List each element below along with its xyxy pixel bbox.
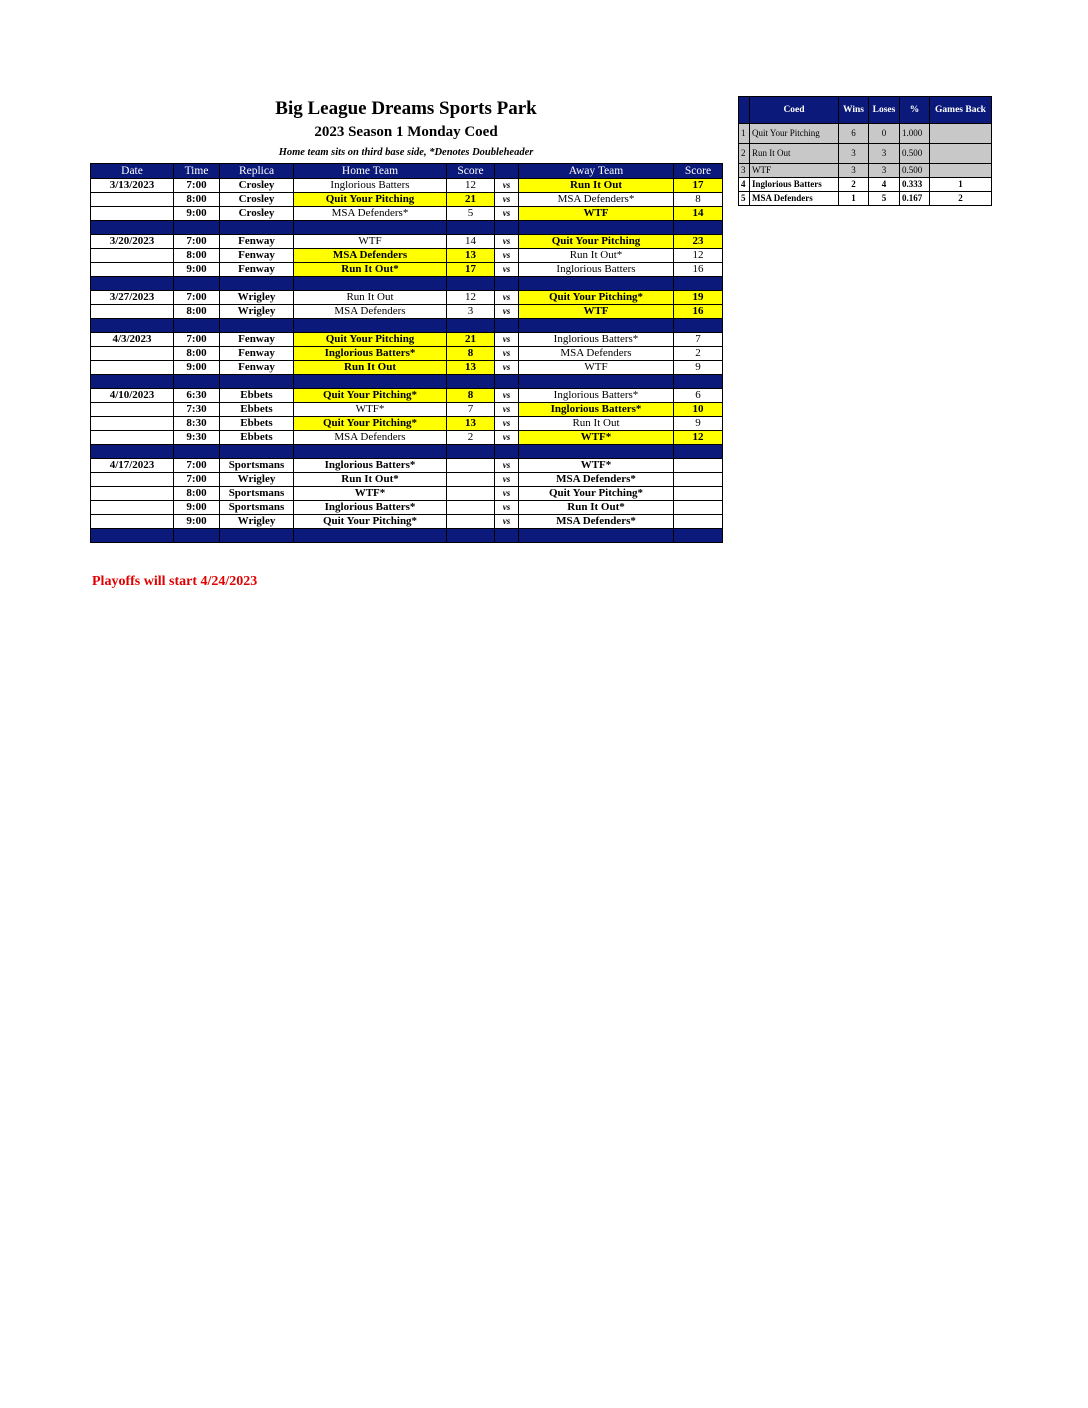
vs-label: vs [495, 487, 519, 501]
standings-row [739, 144, 992, 164]
win-pct: 0.333 [900, 178, 930, 192]
away-team: WTF [519, 305, 674, 319]
separator-cell [220, 375, 294, 389]
col-rank [739, 97, 750, 124]
away-score [674, 501, 723, 515]
table-row [91, 389, 723, 403]
away-score: 23 [674, 235, 723, 249]
separator-cell [674, 375, 723, 389]
home-team: MSA Defenders [294, 431, 447, 445]
separator-cell [495, 375, 519, 389]
away-score: 16 [674, 263, 723, 277]
home-team: Run It Out [294, 291, 447, 305]
team-name: WTF [750, 164, 839, 178]
away-team: WTF [519, 207, 674, 221]
home-team: WTF* [294, 403, 447, 417]
away-score: 17 [674, 179, 723, 193]
vs-label: vs [495, 403, 519, 417]
vs-label: vs [495, 389, 519, 403]
separator-cell [447, 529, 495, 543]
week-separator-row [91, 529, 723, 543]
replica-field: Wrigley [220, 515, 294, 529]
away-team: Quit Your Pitching* [519, 291, 674, 305]
loses: 3 [869, 144, 900, 164]
away-team: Run It Out* [519, 249, 674, 263]
separator-cell [674, 221, 723, 235]
replica-field: Sportsmans [220, 459, 294, 473]
away-score: 9 [674, 417, 723, 431]
rank-number: 5 [739, 192, 750, 206]
vs-label: vs [495, 305, 519, 319]
separator-cell [447, 319, 495, 333]
away-team: Run It Out* [519, 501, 674, 515]
separator-cell [220, 529, 294, 543]
separator-cell [294, 277, 447, 291]
game-time: 7:00 [174, 235, 220, 249]
separator-cell [495, 277, 519, 291]
loses: 3 [869, 164, 900, 178]
separator-cell [447, 277, 495, 291]
away-score [674, 473, 723, 487]
home-score: 13 [447, 417, 495, 431]
col-home-score: Score [447, 164, 495, 179]
replica-field: Crosley [220, 193, 294, 207]
table-row [91, 305, 723, 319]
game-time: 8:00 [174, 305, 220, 319]
home-score [447, 459, 495, 473]
games-back: 1 [930, 178, 992, 192]
vs-label: vs [495, 515, 519, 529]
replica-field: Fenway [220, 235, 294, 249]
wins: 2 [839, 178, 869, 192]
table-row [91, 417, 723, 431]
table-row [91, 487, 723, 501]
separator-cell [174, 445, 220, 459]
replica-field: Ebbets [220, 417, 294, 431]
game-date: 3/27/2023 [91, 291, 174, 305]
game-date: 4/10/2023 [91, 389, 174, 403]
home-score: 8 [447, 389, 495, 403]
game-date [91, 473, 174, 487]
separator-cell [294, 221, 447, 235]
separator-cell [174, 529, 220, 543]
separator-cell [91, 277, 174, 291]
table-row [91, 347, 723, 361]
game-date [91, 207, 174, 221]
separator-cell [91, 375, 174, 389]
separator-cell [447, 375, 495, 389]
standings-row [739, 164, 992, 178]
page-title: Big League Dreams Sports Park [275, 98, 537, 119]
game-date [91, 249, 174, 263]
replica-field: Fenway [220, 249, 294, 263]
table-row [91, 193, 723, 207]
rank-number: 4 [739, 178, 750, 192]
separator-cell [294, 375, 447, 389]
home-score: 3 [447, 305, 495, 319]
replica-field: Crosley [220, 207, 294, 221]
game-time: 9:30 [174, 431, 220, 445]
home-team: Inglorious Batters* [294, 347, 447, 361]
home-team: Inglorious Batters* [294, 459, 447, 473]
away-team: MSA Defenders* [519, 193, 674, 207]
vs-label: vs [495, 501, 519, 515]
home-team: Quit Your Pitching [294, 193, 447, 207]
week-separator-row [91, 375, 723, 389]
home-team: Run It Out* [294, 263, 447, 277]
games-back [930, 124, 992, 144]
home-score [447, 515, 495, 529]
away-team: Inglorious Batters* [519, 333, 674, 347]
replica-field: Wrigley [220, 291, 294, 305]
game-date [91, 347, 174, 361]
separator-cell [519, 221, 674, 235]
home-score [447, 473, 495, 487]
away-team: MSA Defenders* [519, 473, 674, 487]
away-score: 10 [674, 403, 723, 417]
separator-cell [174, 221, 220, 235]
home-team-note: Home team sits on third base side, *Denotes Doubleheader [278, 147, 534, 158]
separator-cell [91, 445, 174, 459]
game-date [91, 193, 174, 207]
table-row [91, 403, 723, 417]
away-team: Run It Out [519, 417, 674, 431]
vs-label: vs [495, 347, 519, 361]
away-score: 2 [674, 347, 723, 361]
game-date [91, 403, 174, 417]
standings-row [739, 124, 992, 144]
away-team: Run It Out [519, 179, 674, 193]
wins: 3 [839, 144, 869, 164]
away-team: Inglorious Batters [519, 263, 674, 277]
week-separator-row [91, 277, 723, 291]
table-row [91, 473, 723, 487]
game-time: 7:00 [174, 473, 220, 487]
separator-cell [294, 319, 447, 333]
table-row [91, 431, 723, 445]
season-subtitle: 2023 Season 1 Monday Coed [314, 124, 498, 140]
away-score: 19 [674, 291, 723, 305]
home-team: Quit Your Pitching* [294, 417, 447, 431]
vs-label: vs [495, 417, 519, 431]
game-date [91, 263, 174, 277]
home-score [447, 501, 495, 515]
replica-field: Ebbets [220, 431, 294, 445]
separator-cell [294, 529, 447, 543]
home-team: Quit Your Pitching [294, 333, 447, 347]
separator-cell [91, 221, 174, 235]
separator-cell [174, 319, 220, 333]
loses: 4 [869, 178, 900, 192]
schedule-header-row [91, 164, 723, 179]
team-name: Run It Out [750, 144, 839, 164]
replica-field: Fenway [220, 333, 294, 347]
away-team: WTF* [519, 431, 674, 445]
away-score: 6 [674, 389, 723, 403]
team-name: Quit Your Pitching [750, 124, 839, 144]
home-score: 21 [447, 333, 495, 347]
game-time: 6:30 [174, 389, 220, 403]
home-team: Quit Your Pitching* [294, 389, 447, 403]
rank-number: 1 [739, 124, 750, 144]
home-team: Inglorious Batters* [294, 501, 447, 515]
games-back [930, 164, 992, 178]
vs-label: vs [495, 473, 519, 487]
col-time: Time [174, 164, 220, 179]
game-time: 9:00 [174, 263, 220, 277]
away-score: 12 [674, 431, 723, 445]
home-team: Quit Your Pitching* [294, 515, 447, 529]
replica-field: Fenway [220, 361, 294, 375]
home-score: 2 [447, 431, 495, 445]
standings-row [739, 178, 992, 192]
away-score: 9 [674, 361, 723, 375]
away-team: Inglorious Batters* [519, 389, 674, 403]
away-score [674, 487, 723, 501]
away-score: 14 [674, 207, 723, 221]
separator-cell [447, 445, 495, 459]
separator-cell [174, 375, 220, 389]
replica-field: Sportsmans [220, 487, 294, 501]
game-time: 8:00 [174, 347, 220, 361]
separator-cell [674, 277, 723, 291]
replica-field: Wrigley [220, 473, 294, 487]
replica-field: Crosley [220, 179, 294, 193]
game-date: 4/3/2023 [91, 333, 174, 347]
vs-label: vs [495, 361, 519, 375]
game-time: 7:00 [174, 291, 220, 305]
away-team: MSA Defenders* [519, 515, 674, 529]
game-time: 7:00 [174, 459, 220, 473]
home-score: 12 [447, 291, 495, 305]
win-pct: 1.000 [900, 124, 930, 144]
table-row [91, 291, 723, 305]
separator-cell [519, 319, 674, 333]
home-score: 12 [447, 179, 495, 193]
col-games-back: Games Back [930, 97, 992, 124]
week-separator-row [91, 445, 723, 459]
home-team: WTF [294, 235, 447, 249]
wins: 6 [839, 124, 869, 144]
separator-cell [91, 529, 174, 543]
table-row [91, 207, 723, 221]
game-date [91, 431, 174, 445]
replica-field: Fenway [220, 347, 294, 361]
home-team: MSA Defenders* [294, 207, 447, 221]
wins: 3 [839, 164, 869, 178]
home-score: 17 [447, 263, 495, 277]
win-pct: 0.500 [900, 164, 930, 178]
away-score: 8 [674, 193, 723, 207]
home-score: 13 [447, 249, 495, 263]
home-team: MSA Defenders [294, 305, 447, 319]
away-team: Quit Your Pitching [519, 235, 674, 249]
col-away-score: Score [674, 164, 723, 179]
week-separator-row [91, 319, 723, 333]
game-date: 3/20/2023 [91, 235, 174, 249]
playoffs-note: Playoffs will start 4/24/2023 [92, 574, 258, 589]
separator-cell [519, 445, 674, 459]
vs-label: vs [495, 193, 519, 207]
home-score: 8 [447, 347, 495, 361]
separator-cell [220, 221, 294, 235]
loses: 5 [869, 192, 900, 206]
separator-cell [519, 375, 674, 389]
game-date [91, 417, 174, 431]
away-score: 12 [674, 249, 723, 263]
game-time: 7:00 [174, 179, 220, 193]
separator-cell [495, 319, 519, 333]
standings-row [739, 192, 992, 206]
game-time: 8:00 [174, 249, 220, 263]
rank-number: 3 [739, 164, 750, 178]
rank-number: 2 [739, 144, 750, 164]
separator-cell [220, 319, 294, 333]
game-date [91, 305, 174, 319]
replica-field: Wrigley [220, 305, 294, 319]
separator-cell [294, 445, 447, 459]
separator-cell [495, 529, 519, 543]
separator-cell [220, 445, 294, 459]
game-date: 4/17/2023 [91, 459, 174, 473]
loses: 0 [869, 124, 900, 144]
away-score: 16 [674, 305, 723, 319]
game-time: 8:00 [174, 487, 220, 501]
table-row [91, 249, 723, 263]
home-score: 13 [447, 361, 495, 375]
separator-cell [220, 277, 294, 291]
vs-label: vs [495, 235, 519, 249]
separator-cell [91, 319, 174, 333]
separator-cell [447, 221, 495, 235]
table-row [91, 235, 723, 249]
table-row [91, 515, 723, 529]
win-pct: 0.500 [900, 144, 930, 164]
away-team: WTF [519, 361, 674, 375]
team-name: Inglorious Batters [750, 178, 839, 192]
vs-label: vs [495, 459, 519, 473]
away-team: WTF* [519, 459, 674, 473]
separator-cell [674, 319, 723, 333]
col-replica: Replica [220, 164, 294, 179]
away-score: 7 [674, 333, 723, 347]
games-back [930, 144, 992, 164]
separator-cell [495, 221, 519, 235]
home-team: Inglorious Batters [294, 179, 447, 193]
col-wins: Wins [839, 97, 869, 124]
home-score: 21 [447, 193, 495, 207]
vs-label: vs [495, 291, 519, 305]
home-score [447, 487, 495, 501]
game-time: 7:00 [174, 333, 220, 347]
vs-label: vs [495, 333, 519, 347]
away-score [674, 515, 723, 529]
replica-field: Fenway [220, 263, 294, 277]
separator-cell [674, 445, 723, 459]
game-date: 3/13/2023 [91, 179, 174, 193]
separator-cell [519, 529, 674, 543]
away-score [674, 459, 723, 473]
vs-label: vs [495, 179, 519, 193]
table-row [91, 501, 723, 515]
schedule-table [90, 163, 723, 543]
table-row [91, 333, 723, 347]
game-date [91, 501, 174, 515]
home-team: Run It Out [294, 361, 447, 375]
game-time: 7:30 [174, 403, 220, 417]
game-time: 8:30 [174, 417, 220, 431]
vs-label: vs [495, 249, 519, 263]
game-time: 8:00 [174, 193, 220, 207]
standings-table [738, 96, 992, 206]
separator-cell [174, 277, 220, 291]
col-date: Date [91, 164, 174, 179]
home-score: 7 [447, 403, 495, 417]
away-team: MSA Defenders [519, 347, 674, 361]
standings-header-row [739, 97, 992, 124]
home-team: WTF* [294, 487, 447, 501]
game-time: 9:00 [174, 207, 220, 221]
col-away-team: Away Team [519, 164, 674, 179]
team-name: MSA Defenders [750, 192, 839, 206]
col-loses: Loses [869, 97, 900, 124]
game-date [91, 361, 174, 375]
vs-label: vs [495, 263, 519, 277]
col-home-team: Home Team [294, 164, 447, 179]
replica-field: Sportsmans [220, 501, 294, 515]
replica-field: Ebbets [220, 389, 294, 403]
table-row [91, 263, 723, 277]
away-team: Quit Your Pitching* [519, 487, 674, 501]
table-row [91, 361, 723, 375]
game-date [91, 487, 174, 501]
week-separator-row [91, 221, 723, 235]
col-vs [495, 164, 519, 179]
wins: 1 [839, 192, 869, 206]
separator-cell [674, 529, 723, 543]
home-score: 14 [447, 235, 495, 249]
game-date [91, 515, 174, 529]
game-time: 9:00 [174, 361, 220, 375]
win-pct: 0.167 [900, 192, 930, 206]
col-coed: Coed [750, 97, 839, 124]
vs-label: vs [495, 431, 519, 445]
replica-field: Ebbets [220, 403, 294, 417]
col-pct: % [900, 97, 930, 124]
game-time: 9:00 [174, 501, 220, 515]
games-back: 2 [930, 192, 992, 206]
home-score: 5 [447, 207, 495, 221]
table-row [91, 459, 723, 473]
home-team: MSA Defenders [294, 249, 447, 263]
game-time: 9:00 [174, 515, 220, 529]
separator-cell [495, 445, 519, 459]
table-row [91, 179, 723, 193]
home-team: Run It Out* [294, 473, 447, 487]
separator-cell [519, 277, 674, 291]
away-team: Inglorious Batters* [519, 403, 674, 417]
vs-label: vs [495, 207, 519, 221]
